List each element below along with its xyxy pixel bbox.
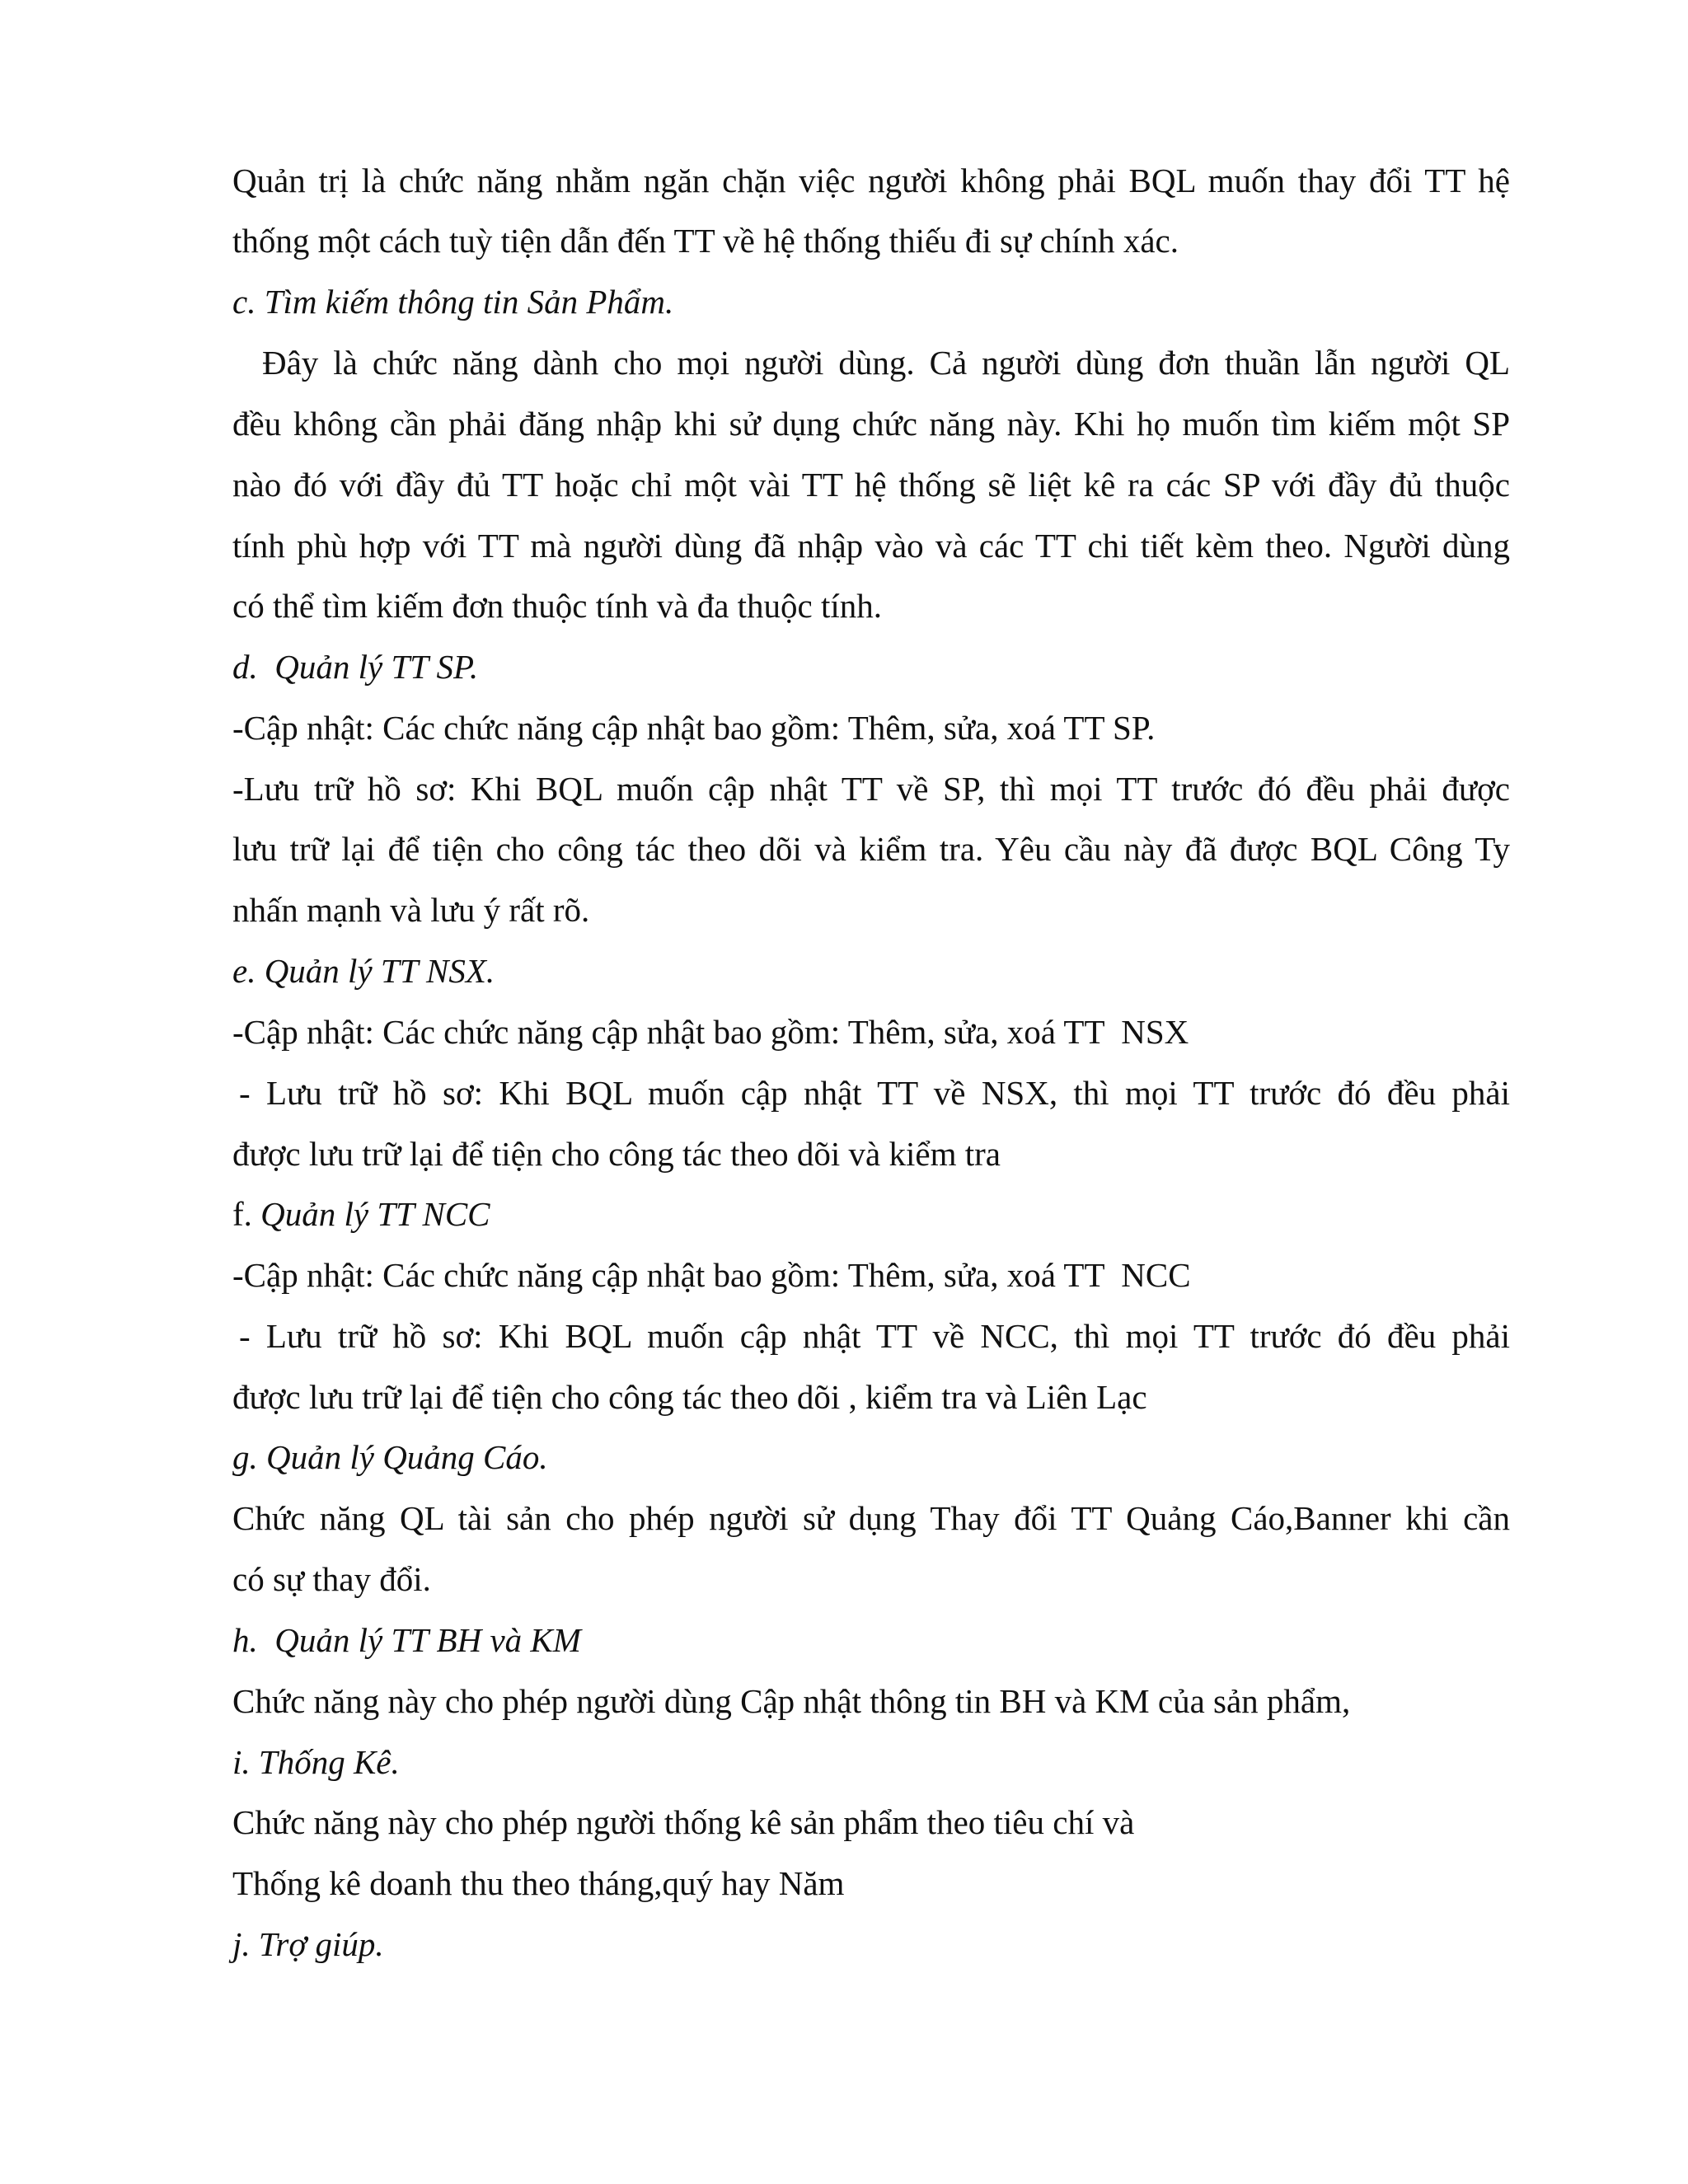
- paragraph-line: - Lưu trữ hồ sơ: Khi BQL muốn cập nhật TT về NSX, thì mọi TT trước đó đều phải: [239, 1074, 1510, 1112]
- paragraph-line: -Lưu trữ hồ sơ: Khi BQL muốn cập nhật TT về SP, thì mọi TT trước đó đều phải được: [232, 770, 1510, 808]
- paragraph-line: lưu trữ lại để tiện cho công tác theo dõi và kiểm tra. Yêu cầu này đã được BQL Công Ty: [232, 830, 1510, 868]
- section-heading-c: c. Tìm kiếm thông tin Sản Phẩm.: [232, 283, 674, 321]
- section-heading-h: h. Quản lý TT BH và KM: [232, 1621, 581, 1659]
- paragraph-line: được lưu trữ lại để tiện cho công tác theo dõi và kiểm tra: [232, 1135, 1001, 1173]
- paragraph-line: -Cập nhật: Các chức năng cập nhật bao gồm: Thêm, sửa, xoá TT SP.: [232, 709, 1156, 747]
- paragraph-line: -Cập nhật: Các chức năng cập nhật bao gồm: Thêm, sửa, xoá TT NSX: [232, 1013, 1189, 1051]
- paragraph-line: Thống kê doanh thu theo tháng,quý hay Năm: [232, 1864, 845, 1902]
- section-heading-title: Quản lý TT NCC: [260, 1195, 490, 1233]
- paragraph-line: Chức năng QL tài sản cho phép người sử dụng Thay đổi TT Quảng Cáo,Banner khi cần: [232, 1499, 1510, 1537]
- paragraph-line: thống một cách tuỳ tiện dẫn đến TT về hệ thống thiếu đi sự chính xác.: [232, 222, 1179, 260]
- section-heading-e: e. Quản lý TT NSX.: [232, 952, 495, 990]
- paragraph-line: tính phù hợp với TT mà người dùng đã nhập vào và các TT chi tiết kèm theo. Người dùng: [232, 527, 1510, 565]
- paragraph-line: có thể tìm kiếm đơn thuộc tính và đa thuộc tính.: [232, 587, 883, 625]
- paragraph-line: đều không cần phải đăng nhập khi sử dụng chức năng này. Khi họ muốn tìm kiếm một SP: [232, 405, 1510, 443]
- section-heading-i: i. Thống Kê.: [232, 1743, 400, 1781]
- section-heading-prefix: f.: [232, 1195, 261, 1233]
- paragraph-line: Quản trị là chức năng nhằm ngăn chặn việc người không phải BQL muốn thay đổi TT hệ: [232, 162, 1510, 199]
- paragraph-line: Chức năng này cho phép người dùng Cập nhật thông tin BH và KM của sản phẩm,: [232, 1682, 1351, 1720]
- section-heading-g: g. Quản lý Quảng Cáo.: [232, 1438, 548, 1476]
- section-heading-f: [232, 1197, 490, 1231]
- section-heading-d: d. Quản lý TT SP.: [232, 648, 479, 686]
- paragraph-line: nhấn mạnh và lưu ý rất rõ.: [232, 891, 590, 929]
- paragraph-line: Chức năng này cho phép người thống kê sản phẩm theo tiêu chí và: [232, 1803, 1135, 1841]
- paragraph-line: - Lưu trữ hồ sơ: Khi BQL muốn cập nhật TT về NCC, thì mọi TT trước đó đều phải: [239, 1317, 1510, 1355]
- paragraph-line: nào đó với đầy đủ TT hoặc chỉ một vài TT hệ thống sẽ liệt kê ra các SP với đầy đủ thuộc: [232, 466, 1510, 504]
- paragraph-line: -Cập nhật: Các chức năng cập nhật bao gồm: Thêm, sửa, xoá TT NCC: [232, 1256, 1191, 1294]
- section-heading-j: j. Trợ giúp.: [232, 1925, 384, 1963]
- paragraph-line: Đây là chức năng dành cho mọi người dùng. Cả người dùng đơn thuần lẫn người QL: [262, 344, 1510, 382]
- paragraph-line: có sự thay đổi.: [232, 1560, 431, 1598]
- paragraph-line: được lưu trữ lại để tiện cho công tác theo dõi , kiểm tra và Liên Lạc: [232, 1378, 1147, 1416]
